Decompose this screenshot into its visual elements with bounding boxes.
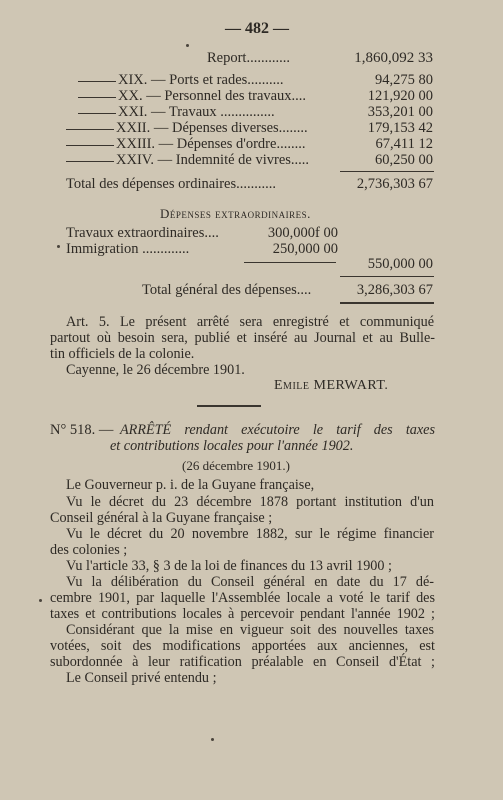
grand-total-rule bbox=[340, 276, 434, 277]
decree-line: votées, soit des modifications apportées aux anciennes, est bbox=[50, 638, 435, 654]
extraordinary-row-amount: 300,000f 00 bbox=[267, 225, 338, 241]
decree-line: Conseil général à la Guyane française ; bbox=[50, 510, 273, 526]
budget-row-amount: 60,250 00 bbox=[375, 152, 433, 168]
decree-line: Vu l'article 33, § 3 de la loi de finances du 13 avril 1900 ; bbox=[66, 558, 392, 574]
decree-line: Vu la délibération du Conseil général en date du 17 dé- bbox=[66, 574, 434, 590]
budget-row-amount: 67,411 12 bbox=[375, 136, 433, 152]
budget-row-label: XX. — Personnel des travaux.... bbox=[118, 88, 307, 104]
article-line: tin officiels de la colonie. bbox=[50, 346, 195, 362]
signature: Emile MERWART. bbox=[274, 378, 389, 393]
decree-line: subordonnée à leur ratification préalable en Conseil d'État ; bbox=[50, 654, 435, 670]
double-rule bbox=[340, 302, 434, 304]
decree-number: N° 518. — bbox=[50, 422, 114, 438]
leader-dash bbox=[78, 113, 116, 114]
leader-dash bbox=[66, 129, 114, 130]
place-date: Cayenne, le 26 décembre 1901. bbox=[66, 362, 245, 378]
budget-row-amount: 121,920 00 bbox=[367, 88, 433, 104]
print-speck bbox=[211, 738, 214, 741]
decree-line: cembre 1901, par laquelle l'Assemblée locale a voté le tarif des bbox=[50, 590, 435, 606]
print-speck bbox=[186, 44, 189, 47]
extraordinary-sum-row bbox=[0, 256, 503, 274]
grand-total-label: Total général des dépenses.... bbox=[142, 282, 312, 298]
total-ordinary-row bbox=[0, 176, 503, 194]
decree-line: Le Gouverneur p. i. de la Guyane française, bbox=[66, 477, 315, 493]
print-speck bbox=[39, 599, 42, 602]
total-ordinary-label: Total des dépenses ordinaires........... bbox=[66, 176, 276, 192]
section-separator bbox=[197, 405, 261, 407]
report-label: Report............ bbox=[207, 50, 290, 66]
decree-line: taxes et contributions locales à percevoir pendant l'année 1902 ; bbox=[50, 606, 435, 622]
leader-dash bbox=[78, 97, 116, 98]
report-amount: 1,860,092 33 bbox=[354, 50, 433, 66]
decree-title: ARRÊTÉ rendant exécutoire le tarif des taxes bbox=[120, 422, 435, 438]
decree-title: et contributions locales pour l'année 1902. bbox=[110, 438, 354, 454]
grand-total-row bbox=[0, 282, 503, 300]
extraordinary-row-label: Travaux extraordinaires.... bbox=[66, 225, 219, 241]
leader-dash bbox=[78, 81, 116, 82]
budget-row-label: XXII. — Dépenses diverses........ bbox=[116, 120, 308, 136]
decree-line: Le Conseil privé entendu ; bbox=[66, 670, 217, 686]
decree-line: Considérant que la mise en vigueur soit des nouvelles taxes bbox=[66, 622, 434, 638]
budget-row-label: XIX. — Ports et rades.......... bbox=[118, 72, 284, 88]
decree-line: des colonies ; bbox=[50, 542, 128, 558]
page-number: — 482 — bbox=[225, 20, 289, 37]
extraordinary-row-amount: 250,000 00 bbox=[272, 241, 338, 257]
decree-line: Vu le décret du 23 décembre 1878 portant institution d'un bbox=[66, 494, 434, 510]
budget-row-amount: 353,201 00 bbox=[367, 104, 433, 120]
decree-line: Vu le décret du 20 novembre 1882, sur le régime financier bbox=[66, 526, 434, 542]
extraordinary-sum-amount: 550,000 00 bbox=[367, 256, 433, 272]
article-line: partout où besoin sera, publié et inséré au Journal et au Bulle- bbox=[50, 330, 435, 346]
budget-row-amount: 179,153 42 bbox=[367, 120, 433, 136]
leader-dash bbox=[66, 145, 114, 146]
budget-row-amount: 94,275 80 bbox=[375, 72, 433, 88]
extraordinary-heading: Dépenses extraordinaires. bbox=[160, 206, 311, 221]
total-ordinary-amount: 2,736,303 67 bbox=[356, 176, 433, 192]
article-line: Art. 5. Le présent arrêté sera enregistré et communiqué bbox=[66, 314, 434, 330]
leader-dash bbox=[66, 161, 114, 162]
subtotal-rule bbox=[340, 171, 434, 172]
report-row bbox=[0, 50, 503, 68]
budget-row-label: XXI. — Travaux ............... bbox=[118, 104, 275, 120]
budget-row-label: XXIV. — Indemnité de vivres..... bbox=[116, 152, 310, 168]
budget-row-label: XXIII. — Dépenses d'ordre........ bbox=[116, 136, 306, 152]
extraordinary-row-label: Immigration ............. bbox=[66, 241, 190, 257]
print-speck bbox=[57, 245, 60, 248]
budget-row bbox=[0, 152, 503, 170]
decree-date: (26 décembre 1901.) bbox=[182, 458, 290, 473]
grand-total-amount: 3,286,303 67 bbox=[356, 282, 433, 298]
